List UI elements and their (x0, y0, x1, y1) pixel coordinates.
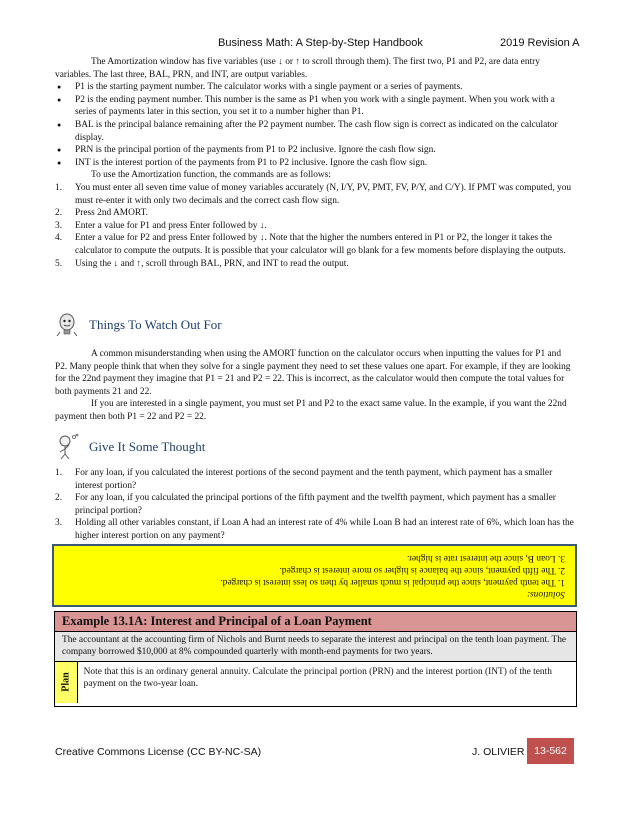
watch-out-heading (55, 312, 222, 338)
solutions-box (52, 544, 577, 607)
paragraph: If you are interested in a single payment, you must set P1 and P2 to the exact same value. In the example, if you want the 22nd payment then both P1 = 22 and P2 = 22. (55, 399, 567, 422)
solutions-label: Solutions: (526, 589, 565, 599)
list-item: 2. The fifth payment, since the balance is higher so more interest is charged. (279, 565, 565, 575)
example-box (54, 611, 577, 707)
page-number: 13-562 (527, 738, 574, 764)
list-item: ● PRN is the principal portion of the payments from P1 to P2 inclusive. Ignore the cash flow sign. (55, 144, 575, 157)
footer-license: Creative Commons License (CC BY-NC-SA) (55, 746, 262, 758)
header-revision: 2019 Revision A (500, 37, 580, 49)
thought-heading (55, 434, 205, 460)
list-item: ● P1 is the starting payment number. The calculator works with a single payment or a series of payments. (55, 81, 575, 94)
watch-out-body (55, 348, 575, 424)
section-title: Things To Watch Out For (89, 317, 222, 332)
list-item: ● INT is the interest portion of the payments from P1 to P2 inclusive. Ignore the cash flow sign. (55, 157, 575, 170)
list-item: 4. Enter a value for P2 and press Enter followed by ↓. Note that the higher the numbers entered in P1 or P2, the longer it takes the calculator to compute the outputs. It is possible that your calculator will go blank for a few moments before displaying the outputs. (55, 233, 566, 256)
amortization-section (55, 56, 575, 270)
thought-questions (55, 467, 575, 543)
intro-paragraph: The Amortization window has five variables (use ↓ or ↑ to scroll through them). The first two, P1 and P2, are data entry variables. The last three, BAL, PRN, and INT, are output variables. (55, 57, 540, 80)
paragraph: A common misunderstanding when using the AMORT function on the calculator occurs when inputting the values for P1 and P2. Many people think that when they solve for a single payment they need to set these values one apart. For example, if they are looking for the 22nd payment they imagine that P1 = 21 and P2 = 22. This is incorrect, as the calculator would then compute the total values for both payments 21 and 22. (55, 349, 571, 397)
list-item: 2. For any loan, if you calculated the principal portions of the fifth payment and the twelfth payment, which payment has a smaller principal portion? (55, 493, 556, 516)
header-title: Business Math: A Step-by-Step Handbook (218, 37, 423, 49)
list-item: ● P2 is the ending payment number. This number is the same as P1 when you work with a single payment. When you work with a series of payments later in this section, you set it to a number higher than P1. (55, 94, 575, 119)
list-item: 1. You must enter all seven time value of money variables accurately (N, I/Y, PV, PMT, FV, P/Y, and C/Y). If PMT was computed, you must re-enter it with only two decimals and the correct cash flow sign. (55, 182, 572, 206)
list-item: 3. Enter a value for P1 and press Enter followed by ↓. (55, 220, 267, 231)
list-item: 1. The tenth payment, since the principal is much smaller by then so less interest is charged. (220, 577, 565, 587)
variable-list (55, 81, 575, 169)
steps-list (55, 182, 575, 270)
footer-author: J. OLIVIER (472, 746, 525, 758)
list-item: 3. Loan B, since the interest rate is higher. (406, 553, 565, 563)
list-item: ● BAL is the principal balance remaining after the P2 payment number. The cash flow sign is correct as indicated on the calculator display. (55, 119, 575, 144)
upside-down-solutions (54, 546, 575, 606)
section-title: Give It Some Thought (89, 439, 206, 454)
lightbulb-icon (55, 312, 79, 338)
list-item: 2. Press 2nd AMORT. (55, 208, 148, 219)
example-description: The accountant at the accounting firm of Nichols and Burnt needs to separate the interest and principal on the tenth loan payment. The company borrowed $10,000 at 8% compounded quarterly with month-end payments for two years. (55, 632, 576, 662)
list-item: 1. For any loan, if you calculated the interest portions of the second payment and the tenth payment, which payment has a smaller interest portion? (55, 468, 553, 491)
plan-text: Note that this is an ordinary general annuity. Calculate the principal portion (PRN) and the interest portion (INT) of the tenth payment on the two-year loan. (83, 666, 552, 690)
plan-tab: Plan (55, 662, 78, 703)
thinking-figure-icon (55, 434, 79, 460)
list-item: 3. Holding all other variables constant, if Loan A had an interest rate of 4% while Loan B had an interest rate of 6%, which loan has the higher interest portion on any payment? (55, 518, 574, 541)
list-item: 5. Using the ↓ and ↑, scroll through BAL, PRN, and INT to read the output. (55, 258, 349, 269)
plan-row (55, 662, 576, 703)
commands-intro: To use the Amortization function, the commands are as follows: (91, 170, 331, 181)
example-title: Example 13.1A: Interest and Principal of a Loan Payment (55, 612, 576, 632)
